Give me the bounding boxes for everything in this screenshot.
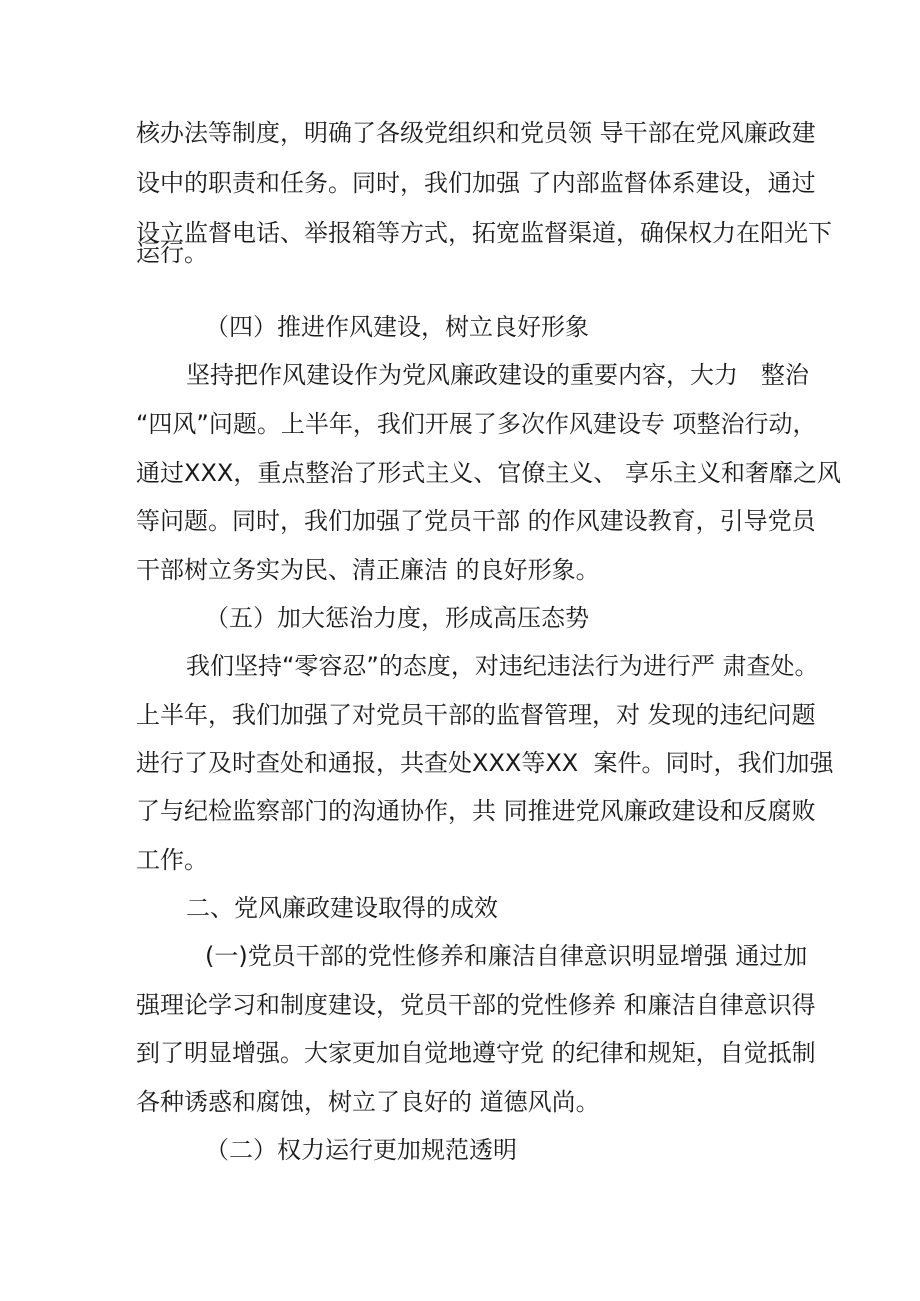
section-heading: (一)党员干部的党性修养和廉洁自律意识明显增强 通过加 <box>205 942 808 970</box>
body-line: 坚持把作风建设作为党风廉政建设的重要内容，大力 整治 <box>186 361 809 389</box>
body-line: 运行。 <box>136 239 208 267</box>
body-line: 核办法等制度，明确了各级党组织和党员领 导干部在党风廉政建 <box>136 119 816 147</box>
section-heading: （二）权力运行更加规范透明 <box>205 1136 517 1164</box>
body-line: 设中的职责和任务。同时，我们加强 了内部监督体系建设，通过 <box>136 169 816 197</box>
body-line: 通过XXX，重点整治了形式主义、官僚主义、 享乐主义和奢靡之风 <box>136 459 841 487</box>
body-line: 干部树立务实为民、清正廉洁 的良好形象。 <box>136 556 600 584</box>
body-line: 了与纪检监察部门的沟通协作，共 同推进党风廉政建设和反腐败 <box>136 797 816 825</box>
body-line: 我们坚持“零容忍”的态度，对违纪违法行为进行严 肃查处。 <box>186 652 819 680</box>
body-line: 强理论学习和制度建设，党员干部的党性修养 和廉洁自律意识得 <box>136 991 816 1019</box>
body-line: 工作。 <box>136 846 208 874</box>
body-line: 各种诱惑和腐蚀，树立了良好的 道德风尚。 <box>136 1088 600 1116</box>
body-line: 进行了及时查处和通报，共查处XXX等XX 案件。同时，我们加强 <box>136 749 834 777</box>
section-heading: （四）推进作风建设，树立良好形象 <box>205 313 589 341</box>
section-heading: （五）加大惩治力度，形成高压态势 <box>205 604 589 632</box>
body-line: “四风”问题。上半年，我们开展了多次作风建设专 项整治行动， <box>136 410 817 438</box>
body-line: 到了明显增强。大家更加自觉地遵守党 的纪律和规矩，自觉抵制 <box>136 1039 816 1067</box>
body-line: 等问题。同时，我们加强了党员干部 的作风建设教育，引导党员 <box>136 507 816 535</box>
body-line: 设立监督电话、举报箱等方式，拓宽监督渠道，确保权力在阳光下 <box>136 219 832 247</box>
chapter-heading: 二、党风廉政建设取得的成效 <box>186 894 498 922</box>
body-line: 上半年，我们加强了对党员干部的监督管理，对 发现的违纪问题 <box>136 701 816 729</box>
